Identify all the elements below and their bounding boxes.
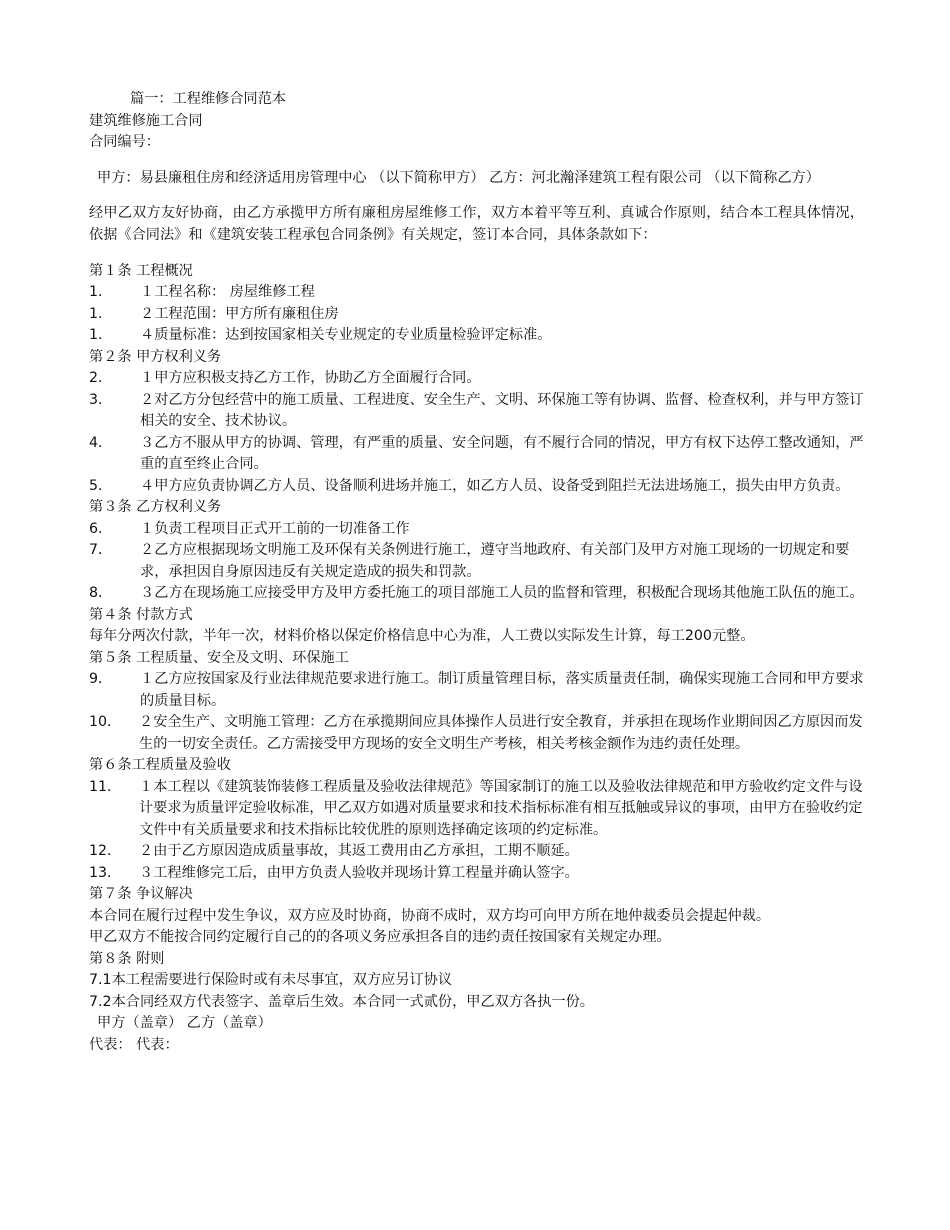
- list-item: [89, 841, 864, 863]
- dispute-paragraph-2: 甲乙双方不能按合同约定履行自己的的各项义务应承担各自的违约责任按国家有关规定办理。: [89, 929, 671, 946]
- section-heading-4: 第４条 付款方式: [89, 606, 193, 623]
- item-number: 6．: [89, 520, 113, 537]
- appendix-clause-2: 7.2本合同经双方代表签字、盖章后生效。本合同一式贰份，甲乙双方各执一份。: [89, 993, 594, 1010]
- item-text: ３乙方不服从甲方的协调、管理，有严重的质量、安全问题，有不履行合同的情况，甲方有权下达停工整改通知，严重的直至终止合同。: [140, 434, 864, 473]
- item-number: 9．: [89, 671, 113, 688]
- item-number: 4．: [89, 434, 113, 451]
- list-item: [89, 433, 864, 476]
- item-text: ４甲方应负责协调乙方人员、设备顺利进场并施工，如乙方人员、设备受到阻拦无法进场施工，损失由甲方负责。: [140, 477, 850, 494]
- item-number: 1．: [89, 305, 113, 322]
- list-item: [89, 304, 864, 326]
- item-text: ２安全生产、文明施工管理：乙方在承揽期间应具体操作人员进行安全教育，并承担在现场作业期间因乙方原因而发生的一切安全责任。乙方需接受甲方现场的安全文明生产考核，相关考核金额作为违约责任处理。: [139, 714, 863, 752]
- list-item: [89, 476, 864, 498]
- parties-paragraph: 甲方：易县廉租住房和经济适用房管理中心 （以下简称甲方） 乙方：河北瀚泽建筑工程有限公司 （以下简称乙方）: [97, 169, 820, 186]
- item-text: １本工程以《建筑装饰装修工程质量及验收法律规范》等国家制订的施工以及验收法律规范和甲方验收约定文件与设计要求为质量评定验收标准，甲乙双方如遇对质量要求和技术指标标准有相互抵触或异议的事项，由甲方在验收约定文件中有关质量要求和技术指标比较优胜的原则选择确定该项的约定标准。: [139, 778, 863, 838]
- item-text: ４质量标准：达到按国家相关专业规定的专业质量检验评定标准。: [140, 327, 552, 344]
- item-text: ２工程范围：甲方所有廉租住房: [140, 305, 339, 322]
- dispute-paragraph-1: 本合同在履行过程中发生争议，双方应及时协商，协商不成时，双方均可向甲方所在地仲裁委员会提起仲裁。: [89, 907, 771, 924]
- item-text: １甲方应积极支持乙方工作，协助乙方全面履行合同。: [140, 370, 481, 387]
- contract-number-label: 合同编号：: [89, 134, 160, 150]
- seal-line: 甲方（盖章） 乙方（盖章）: [97, 1015, 272, 1032]
- item-text: ２乙方应根据现场文明施工及环保有关条例进行施工，遵守当地政府、有关部门及甲方对施工现场的一切规定和要求，承担因自身原因违反有关规定造成的损失和罚款。: [140, 542, 850, 580]
- item-text: ２对乙方分包经营中的施工质量、工程进度、安全生产、文明、环保施工等有协调、监督、检查权利，并与甲方签订相关的安全、技术协议。: [140, 391, 864, 430]
- section-heading-3: 第３条 乙方权利义务: [89, 499, 222, 516]
- list-item: [89, 325, 864, 347]
- intro-paragraph: 经甲乙双方友好协商，由乙方承揽甲方所有廉租房屋维修工作，双方本着平等互利、真诚合作原则，结合本工程具体情况，依据《合同法》和《建筑安装工程承包合同条例》有关规定，签订本合同，具体条款如下：: [89, 205, 864, 243]
- appendix-clause-1: 7.1本工程需要进行保险时或有未尽事宜，双方应另订协议: [89, 972, 453, 989]
- section-heading-1: 第１条 工程概况: [89, 262, 193, 279]
- item-text: １工程名称： 房屋维修工程: [140, 284, 315, 301]
- list-item: [89, 368, 864, 390]
- list-item: [89, 390, 864, 433]
- item-number: 13．: [89, 864, 122, 881]
- item-text: ３乙方在现场施工应接受甲方及甲方委托施工的项目部施工人员的监督和管理，积极配合现场其他施工队伍的施工。: [140, 585, 864, 602]
- section-heading-2: 第２条 甲方权利义务: [89, 348, 222, 365]
- representative-line: 代表： 代表：: [89, 1036, 179, 1053]
- item-text: ２由于乙方原因造成质量事故，其返工费用由乙方承担，工期不顺延。: [139, 843, 579, 860]
- section-heading-5: 第５条 工程质量、安全及文明、环保施工: [89, 649, 349, 666]
- section-heading-7: 第７条 争议解决: [89, 886, 193, 903]
- item-number: 1．: [89, 327, 113, 344]
- item-number: 3．: [89, 391, 113, 408]
- document-title: 篇一：工程维修合同范本: [130, 91, 287, 107]
- list-item: [89, 519, 864, 541]
- list-item: [89, 777, 864, 842]
- section-heading-8: 第８条 附则: [89, 950, 165, 967]
- contract-document: [89, 89, 864, 1056]
- list-item: [89, 282, 864, 304]
- payment-paragraph: 每年分两次付款，半年一次，材料价格以保定价格信息中心为准，人工费以实际发生计算，每工200元整。: [89, 628, 755, 645]
- item-number: 12．: [89, 843, 122, 860]
- item-number: 10．: [89, 714, 122, 731]
- item-text: １负责工程项目正式开工前的一切准备工作: [140, 520, 410, 537]
- item-number: 1．: [89, 284, 113, 301]
- item-number: 11．: [89, 778, 122, 795]
- list-item: [89, 863, 864, 885]
- item-text: ３工程维修完工后，由甲方负责人验收并现场计算工程量并确认签字。: [139, 864, 579, 881]
- list-item: [89, 712, 864, 755]
- item-number: 5．: [89, 477, 113, 494]
- section-heading-6: 第６条工程质量及验收: [89, 757, 231, 774]
- item-text: １乙方应按国家及行业法律规范要求进行施工。制订质量管理目标，落实质量责任制，确保实现施工合同和甲方要求的质量目标。: [140, 671, 864, 709]
- list-item: [89, 669, 864, 712]
- contract-subtitle: 建筑维修施工合同: [89, 112, 203, 129]
- list-item: [89, 583, 864, 605]
- list-item: [89, 540, 864, 583]
- item-number: 7．: [89, 542, 113, 559]
- item-number: 8．: [89, 585, 113, 602]
- item-number: 2．: [89, 370, 113, 387]
